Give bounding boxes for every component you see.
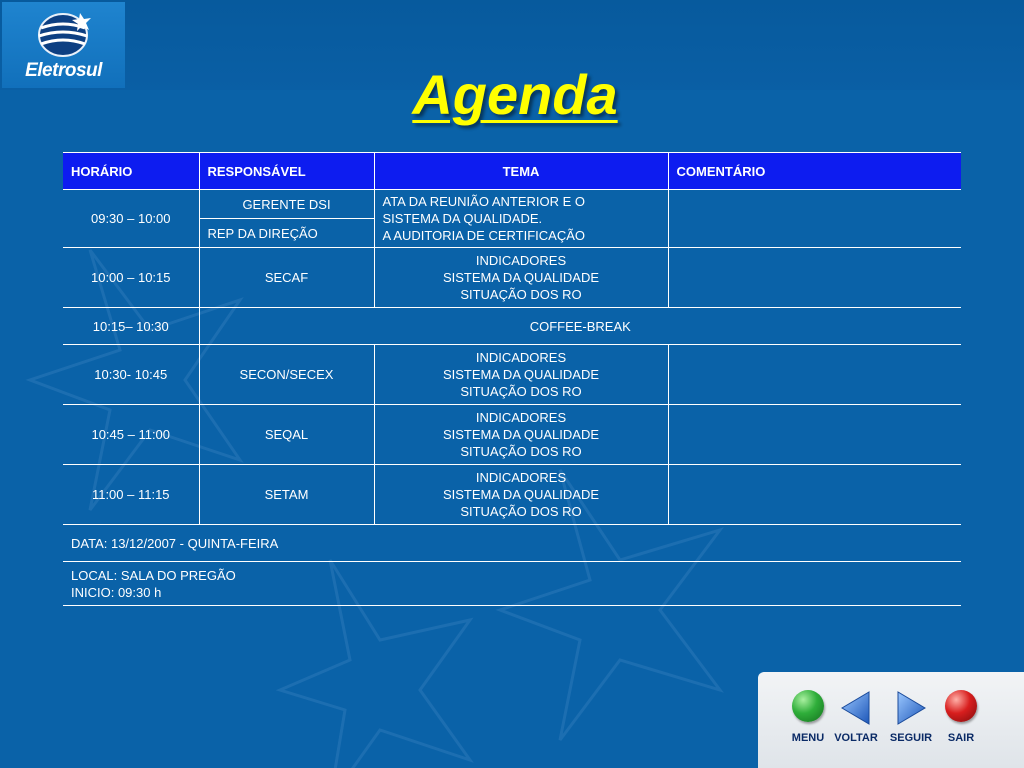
theme-line: SITUAÇÃO DOS RO — [460, 504, 582, 519]
location-line: LOCAL: SALA DO PREGÃO — [71, 567, 236, 583]
theme-cell — [374, 248, 668, 308]
coffee-break-cell: COFFEE-BREAK — [199, 308, 961, 345]
theme-cell — [374, 345, 668, 405]
theme-line: SISTEMA DA QUALIDADE — [442, 367, 600, 382]
theme-line: SISTEMA DA QUALIDADE. — [382, 211, 543, 226]
header-horario: HORÁRIO — [63, 153, 199, 190]
comment-cell — [668, 465, 961, 525]
back-label: VOLTAR — [834, 732, 878, 744]
theme-line: INDICADORES — [475, 410, 567, 425]
responsible-cell: REP DA DIREÇÃO — [199, 219, 374, 248]
theme-line: INDICADORES — [475, 253, 567, 268]
theme-line: SISTEMA DA QUALIDADE — [442, 487, 600, 502]
start-line: INICIO: 09:30 h — [71, 584, 162, 600]
back-button[interactable] — [826, 690, 886, 750]
table-row — [63, 248, 961, 308]
table-row — [63, 525, 961, 562]
left-arrow-icon — [839, 690, 873, 726]
header-responsavel: RESPONSÁVEL — [199, 153, 374, 190]
header-comentario: COMENTÁRIO — [668, 153, 961, 190]
time-cell: 11:00 – 11:15 — [63, 465, 199, 525]
theme-line: SITUAÇÃO DOS RO — [460, 287, 582, 302]
theme-line: SISTEMA DA QUALIDADE — [442, 427, 600, 442]
time-cell: 10:00 – 10:15 — [63, 248, 199, 308]
location-cell — [63, 562, 961, 606]
theme-line: SISTEMA DA QUALIDADE — [442, 270, 600, 285]
comment-cell — [668, 248, 961, 308]
page-title: Agenda — [412, 63, 618, 126]
time-cell: 10:15– 10:30 — [63, 308, 199, 345]
time-cell: 10:30- 10:45 — [63, 345, 199, 405]
responsible-cell: SEQAL — [199, 405, 374, 465]
comment-cell — [668, 405, 961, 465]
comment-cell — [668, 345, 961, 405]
theme-line: INDICADORES — [475, 470, 567, 485]
table-row — [63, 345, 961, 405]
responsible-cell: SECON/SECEX — [199, 345, 374, 405]
exit-label: SAIR — [947, 732, 975, 744]
table-row — [63, 190, 961, 219]
theme-line: INDICADORES — [475, 350, 567, 365]
theme-line: A AUDITORIA DE CERTIFICAÇÃO — [382, 228, 586, 243]
agenda-table — [63, 152, 961, 606]
time-cell: 09:30 – 10:00 — [63, 190, 199, 248]
table-row — [63, 405, 961, 465]
exit-button[interactable] — [931, 690, 991, 750]
theme-cell — [374, 190, 668, 248]
table-header-row — [63, 153, 961, 190]
globe-icon — [32, 10, 94, 60]
green-ball-icon — [792, 690, 824, 722]
table-row — [63, 308, 961, 345]
header-tema: TEMA — [374, 153, 668, 190]
responsible-cell: SETAM — [199, 465, 374, 525]
menu-label: MENU — [791, 732, 825, 744]
theme-line: SITUAÇÃO DOS RO — [460, 384, 582, 399]
responsible-cell: SECAF — [199, 248, 374, 308]
theme-line: SITUAÇÃO DOS RO — [460, 444, 582, 459]
next-label: SEGUIR — [889, 732, 933, 744]
theme-line: ATA DA REUNIÃO ANTERIOR E O — [382, 194, 586, 209]
table-row — [63, 465, 961, 525]
date-cell: DATA: 13/12/2007 - QUINTA-FEIRA — [63, 525, 961, 562]
time-cell: 10:45 – 11:00 — [63, 405, 199, 465]
right-arrow-icon — [894, 690, 928, 726]
red-ball-icon — [945, 690, 977, 722]
theme-cell — [374, 465, 668, 525]
theme-cell — [374, 405, 668, 465]
comment-cell — [668, 190, 961, 248]
responsible-cell: GERENTE DSI — [199, 190, 374, 219]
navigation-panel — [758, 672, 1024, 768]
table-row — [63, 562, 961, 606]
logo-text: Eletrosul — [25, 60, 102, 81]
